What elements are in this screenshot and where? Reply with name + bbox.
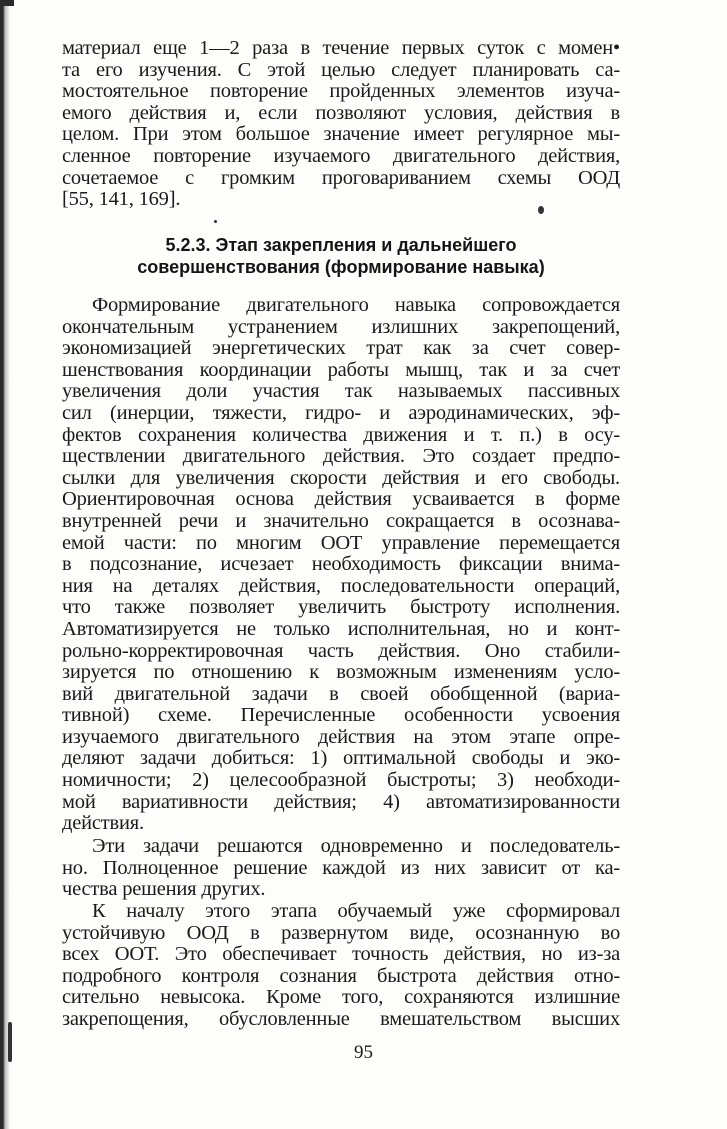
section-heading-line: совершенствования (формирование навыка): [137, 257, 545, 277]
text-line: мостоятельное повторение пройденных элементов изуча-: [62, 80, 620, 103]
text-line: изучаемого двигательного действия на этом этапе опре-: [62, 725, 620, 748]
paragraph-skill-formation: [62, 295, 620, 835]
text-line: номичности; 2) целесообразной быстроты; 3) необходи-: [62, 769, 620, 792]
text-line: устойчивую ООД в развернутом виде, осознанную во: [62, 921, 620, 944]
text-line: вий двигательной задачи в своей обобщенной (вариа-: [62, 682, 620, 705]
text-line: ществлении двигательного действия. Это создает предпо-: [62, 445, 620, 468]
text-line: емого действия и, если позволяют условия, действия в: [62, 101, 620, 124]
section-heading-line: 5.2.3. Этап закрепления и дальнейшего: [165, 235, 517, 255]
text-line: окончательным устранением излишних закрепощений,: [62, 315, 620, 338]
text-line: сительно невысока. Кроме того, сохраняются излишние: [62, 986, 620, 1009]
text-line: Ориентировочная основа действия усваивается в форме: [62, 488, 620, 511]
page-corner-mark: [0, 0, 14, 6]
text-line: внутренней речи и значительно сокращается в осознава-: [62, 509, 620, 532]
print-speck: [8, 1022, 12, 1062]
text-line: емой части: по многим ООТ управление перемещается: [62, 531, 620, 554]
paragraph-tasks: [62, 836, 620, 901]
text-line: Формирование двигательного навыка сопровождается: [92, 294, 620, 316]
text-line: всех ООТ. Это обеспечивает точность действия, но из-за: [62, 943, 620, 966]
text-line: экономизацией энергетических трат как за счет совер-: [62, 337, 620, 360]
text-line: подробного контроля сознания быстрота действия отно-: [62, 964, 620, 987]
text-line: целом. При этом большое значение имеет регулярное мы-: [62, 123, 620, 146]
text-line: что также позволяет увеличить быстроту исполнения.: [62, 596, 620, 619]
text-line: шенствования координации работы мышц, так и за счет: [62, 358, 620, 381]
section-heading: [62, 234, 620, 278]
paragraph-intro: [62, 38, 620, 211]
text-line: сил (инерции, тяжести, гидро- и аэродинамических, эф-: [62, 401, 620, 424]
paragraph-stage-start: [62, 901, 620, 1031]
page-binding-edge: [0, 0, 10, 1129]
text-line: чества решения других.: [62, 878, 266, 901]
text-line: К началу этого этапа обучаемый уже сформировал: [92, 900, 620, 922]
text-line: сочетаемое с громким проговариванием схемы ООД: [62, 166, 620, 189]
text-line: тивной) схеме. Перечисленные особенности усвоения: [62, 704, 620, 727]
text-line: Эти задачи решаются одновременно и последователь-: [92, 835, 620, 857]
page-number: 95: [354, 1042, 373, 1063]
text-line: Автоматизируется не только исполнительная, но и конт-: [62, 617, 620, 640]
text-line: деляют задачи добиться: 1) оптимальной свободы и эко-: [62, 747, 620, 770]
text-line: сылки для увеличения скорости действия и его свободы.: [62, 466, 620, 489]
text-line: мой вариативности действия; 4) автоматизированности: [62, 790, 620, 813]
text-line: та его изучения. С этой целью следует планировать са-: [62, 58, 620, 81]
text-line: сленное повторение изучаемого двигательного действия,: [62, 144, 620, 167]
text-line: действия.: [62, 812, 144, 835]
text-line: в подсознание, исчезает необходимость фиксации внима-: [62, 553, 620, 576]
text-line: увеличения доли участия так называемых пассивных: [62, 380, 620, 403]
text-line: зируется по отношению к возможным изменениям усло-: [62, 661, 620, 684]
text-line: материал еще 1—2 раза в течение первых суток с момен•: [62, 37, 620, 59]
print-speck: [214, 220, 217, 223]
text-line: ния на деталях действия, последовательности операций,: [62, 574, 620, 597]
text-line: но. Полноценное решение каждой из них зависит от ка-: [62, 856, 620, 879]
text-line: фектов сохранения количества движения и т. п.) в осу-: [62, 423, 620, 446]
text-line: рольно-корректировочная часть действия. Оно стабили-: [62, 639, 620, 662]
print-speck: [538, 206, 544, 214]
text-line: закрепощения, обусловленные вмешательством высших: [62, 1007, 620, 1030]
text-line: [55, 141, 169].: [62, 188, 181, 211]
